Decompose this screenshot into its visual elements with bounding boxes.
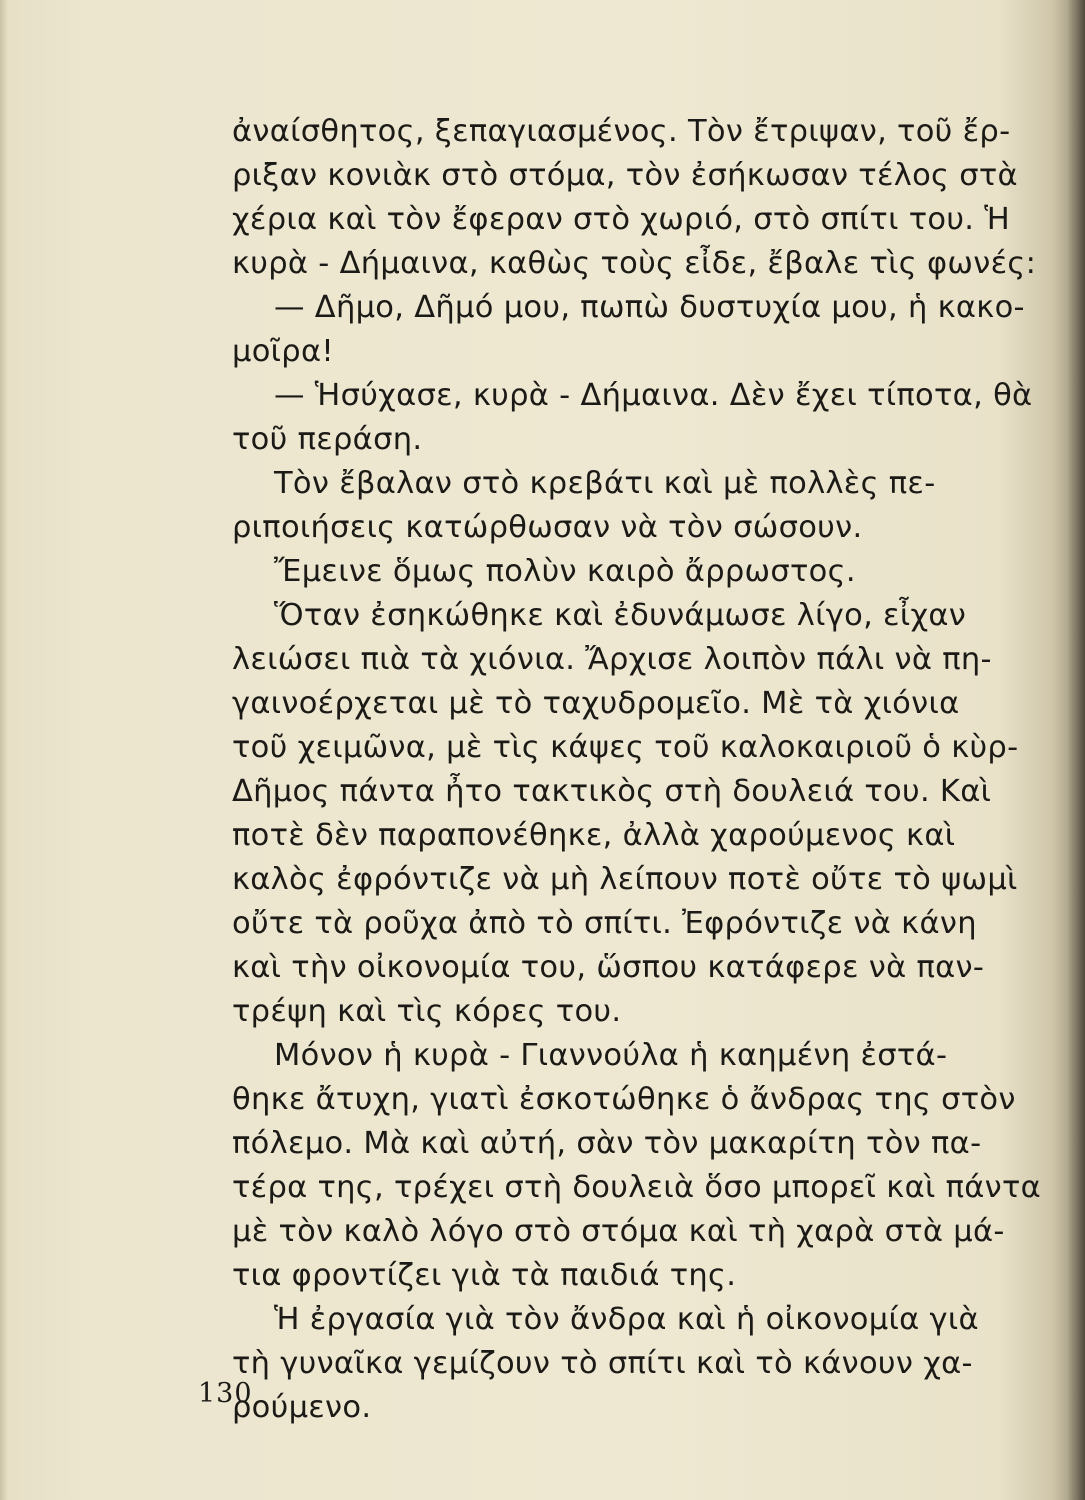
text-line: τοῦ περάση. xyxy=(232,422,423,457)
text-line: τοῦ χειμῶνα, μὲ τὶς κάψες τοῦ καλοκαιριοῦ ὁ κὺρ- xyxy=(232,730,1019,765)
text-line: — Δῆμο, Δῆμό μου, πωπὼ δυστυχία μου, ἡ κακο- xyxy=(274,290,1025,325)
text-line: ριποιήσεις κατώρθωσαν νὰ τὸν σώσουν. xyxy=(232,510,863,545)
text-line: πόλεμο. Μὰ καὶ αὐτή, σὰν τὸν μακαρίτη τὸν πα- xyxy=(232,1126,982,1161)
text-line: οὔτε τὰ ροῦχα ἀπὸ τὸ σπίτι. Ἐφρόντιζε νὰ κάνη xyxy=(232,906,977,941)
text-line: τια φροντίζει γιὰ τὰ παιδιά της. xyxy=(232,1258,737,1293)
page-left-edge-shadow xyxy=(0,0,8,1500)
page-number: 130 xyxy=(198,1378,253,1409)
text-line: χέρια καὶ τὸν ἔφεραν στὸ χωριό, στὸ σπίτι του. Ἡ xyxy=(232,202,1011,237)
text-line: Δῆμος πάντα ἦτο τακτικὸς στὴ δουλειά του. Καὶ xyxy=(232,774,992,809)
text-line: καὶ τὴν οἰκονομία του, ὥσπου κατάφερε νὰ παν- xyxy=(232,950,985,985)
text-line: θηκε ἄτυχη, γιατὶ ἐσκοτώθηκε ὁ ἄνδρας της στὸν xyxy=(232,1082,1016,1117)
text-line: γαινοέρχεται μὲ τὸ ταχυδρομεῖο. Μὲ τὰ χιόνια xyxy=(232,686,960,721)
text-line: τὴ γυναῖκα γεμίζουν τὸ σπίτι καὶ τὸ κάνουν χα- xyxy=(232,1346,973,1381)
text-line: ποτὲ δὲν παραπονέθηκε, ἀλλὰ χαρούμενος καὶ xyxy=(232,818,956,853)
text-line: Ὅταν ἐσηκώθηκε καὶ ἐδυνάμωσε λίγο, εἶχαν xyxy=(274,598,967,633)
text-line: μοῖρα! xyxy=(232,334,334,369)
text-line: ἀναίσθητος, ξεπαγιασμένος. Τὸν ἔτριψαν, τοῦ ἔρ- xyxy=(232,114,1011,149)
text-line: κυρὰ - Δήμαινα, καθὼς τοὺς εἶδε, ἔβαλε τὶς φωνές: xyxy=(232,246,1037,281)
text-line: καλὸς ἐφρόντιζε νὰ μὴ λείπουν ποτὲ οὔτε τὸ ψωμὶ xyxy=(232,862,1018,897)
text-line: λειώσει πιὰ τὰ χιόνια. Ἄρχισε λοιπὸν πάλι νὰ πη- xyxy=(232,642,992,677)
text-line: Ἡ ἐργασία γιὰ τὸν ἄνδρα καὶ ἡ οἰκονομία γιὰ xyxy=(274,1302,979,1337)
text-line: ριξαν κονιὰκ στὸ στόμα, τὸν ἐσήκωσαν τέλος στὰ xyxy=(232,158,1018,193)
text-line: Μόνον ἡ κυρὰ - Γιαννούλα ἡ καημένη ἐστά- xyxy=(274,1038,948,1073)
text-line: — Ἡσύχασε, κυρὰ - Δήμαινα. Δὲν ἔχει τίποτα, θὰ xyxy=(274,378,1033,413)
text-line: τρέψη καὶ τὶς κόρες του. xyxy=(232,994,622,1029)
text-line: Ἔμεινε ὅμως πολὺν καιρὸ ἄρρωστος. xyxy=(274,554,856,589)
text-line: τέρα της, τρέχει στὴ δουλειὰ ὅσο μπορεῖ καὶ πάντα xyxy=(232,1170,1042,1205)
text-line: Τὸν ἔβαλαν στὸ κρεβάτι καὶ μὲ πολλὲς πε- xyxy=(274,466,936,501)
text-line: μὲ τὸν καλὸ λόγο στὸ στόμα καὶ τὴ χαρὰ στὰ μά- xyxy=(232,1214,1005,1249)
text-line: ρούμενο. xyxy=(232,1390,372,1425)
page-right-edge-shadow xyxy=(1067,0,1085,1500)
